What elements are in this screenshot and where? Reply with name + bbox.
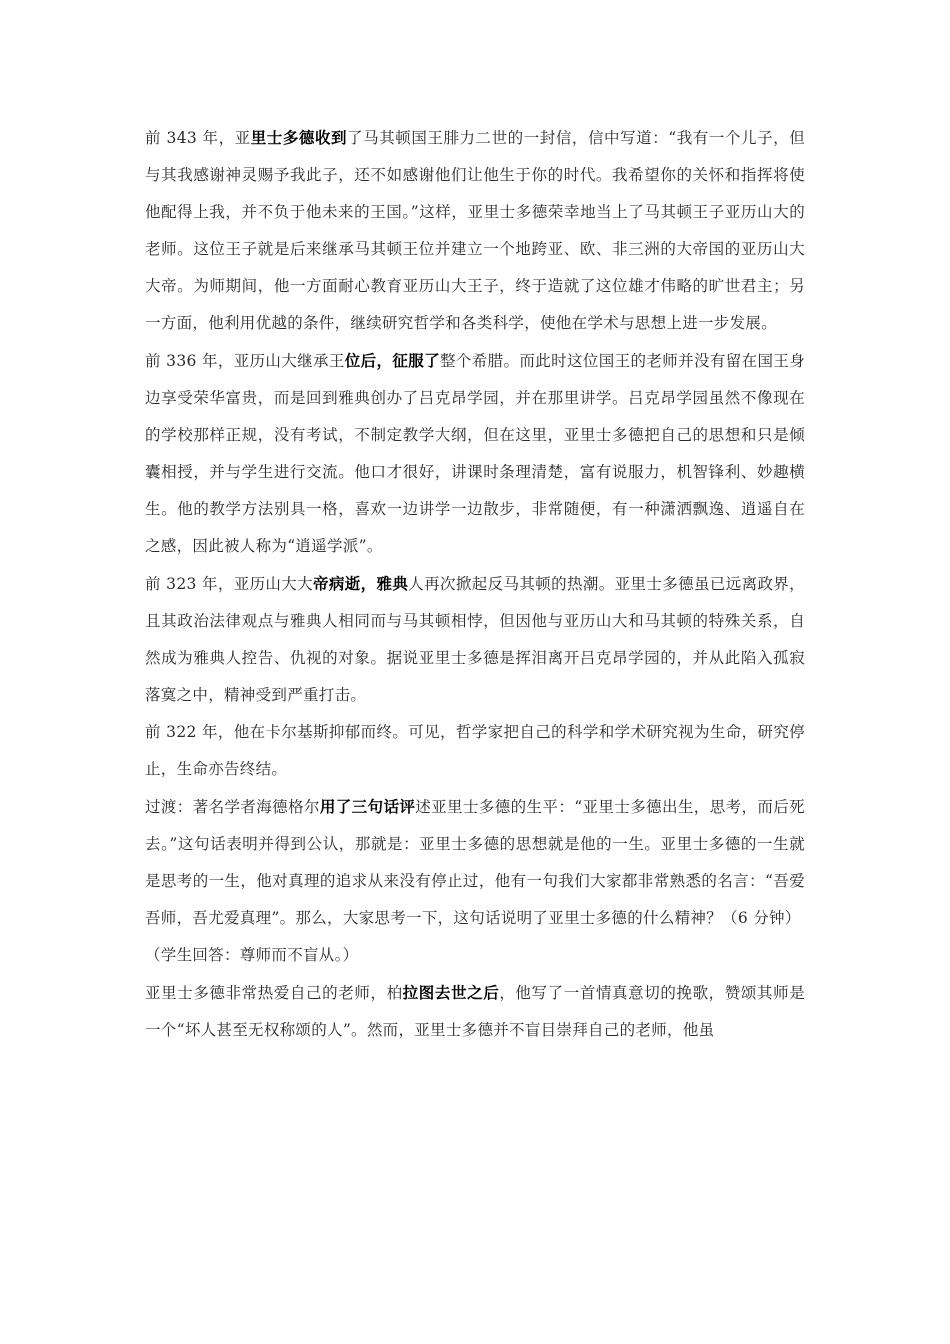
- text-run: （学生回答：尊师而不盲从。）: [145, 946, 359, 964]
- text-run: 述亚里士多德的生平：“亚里士多德出生，思考，而后死去。”这句话表明并得到公认，那就是：亚里士多德的思想就是他的一生。亚里士多德的一生就是思考的一生，他对真理的追求从来没有停止过，他有一句我们大家都非常熟悉的名言：“吾爱吾师，吾尤爱真理”。那么，大家思考一下，这句话说明了亚里士多德的什么精神？（6 分钟）: [145, 798, 805, 927]
- text-run: 前 323 年，亚历山大大: [145, 575, 314, 593]
- text-run-emphasis: 帝病逝，雅典: [313, 574, 409, 593]
- text-run-emphasis: 拉图去世之后: [402, 983, 500, 1002]
- paragraph-plato: [145, 974, 805, 1049]
- text-run: 过渡：著名学者海德格尔: [145, 798, 320, 816]
- text-run: 前 343 年，亚: [145, 129, 251, 147]
- paragraph-aristotle-death: [145, 714, 805, 788]
- paragraph-student-answer: [145, 937, 805, 974]
- document-body: [145, 119, 805, 1049]
- text-run: 人再次掀起反马其顿的热潮。亚里士多德虽已远离政界，且其政治法律观点与雅典人相同而与马其顿相悖，但因他与亚历山大和马其顿的特殊关系，自然成为雅典人控告、仇视的对象。据说亚里士多德是挥泪离开吕克昂学园的，并从此陷入孤寂落寞之中，精神受到严重打击。: [145, 575, 805, 704]
- paragraph-alexander-death: [145, 565, 805, 714]
- paragraph-lyceum: [145, 342, 805, 565]
- text-run: 整个希腊。而此时这位国王的老师并没有留在国王身边享受荣华富贵，而是回到雅典创办了吕克昂学园，并在那里讲学。吕克昂学园虽然不像现在的学校那样正规，没有考试，不制定教学大纲，但在这里，亚里士多德把自己的思想和只是倾囊相授，并与学生进行交流。他口才很好，讲课时条理清楚，富有说服力，机智锋利、妙趣横生。他的教学方法别具一格，喜欢一边讲学一边散步，非常随便，有一种潇洒飘逸、逍遥自在之感，因此被人称为“逍遥学派”。: [145, 352, 805, 555]
- text-run: 亚里士多德非常热爱自己的老师，柏: [145, 984, 403, 1002]
- text-run: 前 336 年，亚历山大继承王: [145, 352, 345, 370]
- text-run: 了马其顿国王腓力二世的一封信，信中写道：“我有一个儿子，但与其我感谢神灵赐予我此子，还不如感谢他们让他生于你的时代。我希望你的关怀和指挥将使他配得上我，并不负于他未来的王国。”这样，亚里士多德荣幸地当上了马其顿王子亚历山大的老师。这位王子就是后来继承马其顿王位并建立一个地跨亚、欧、非三洲的大帝国的亚历山大大帝。为师期间，他一方面耐心教育亚历山大王子，终于造就了这位雄才伟略的旷世君主；另一方面，他利用优越的条件，继续研究哲学和各类科学，使他在学术与思想上进一步发展。: [145, 129, 805, 332]
- paragraph-transition: [145, 788, 805, 937]
- text-run: ，他写了一首情真意切的挽歌，赞颂其师是一个“坏人甚至无权称颂的人”。然而，亚里士多德并不盲目崇拜自己的老师，他虽: [145, 984, 805, 1039]
- text-run: 前 322 年，他在卡尔基斯抑郁而终。可见，哲学家把自己的科学和学术研究视为生命，研究停止，生命亦告终结。: [145, 723, 805, 778]
- paragraph-aristotle-tutor: [145, 119, 805, 342]
- text-run-emphasis: 用了三句话评: [319, 797, 416, 816]
- text-run-emphasis: 位后，征服了: [344, 351, 441, 370]
- text-run-emphasis: 里士多德收到: [250, 128, 348, 147]
